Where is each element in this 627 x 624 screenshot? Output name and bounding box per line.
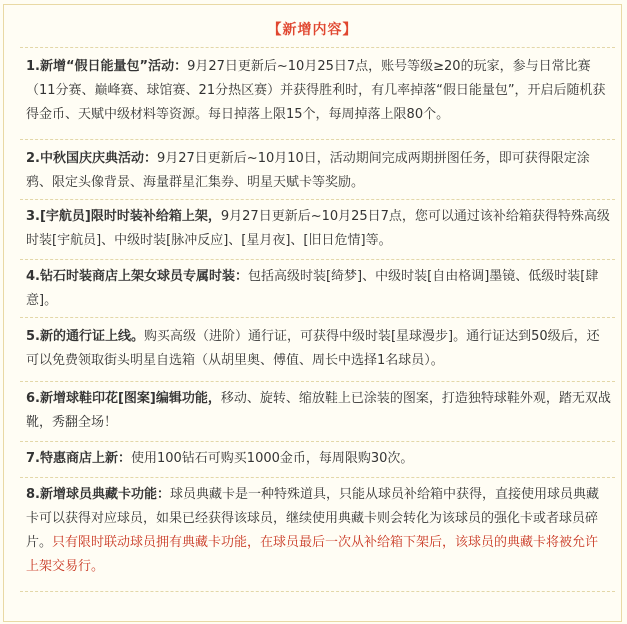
item-heading: 2.中秋国庆庆典活动： bbox=[26, 151, 157, 166]
item-heading: 1.新增“假日能量包”活动： bbox=[26, 59, 188, 74]
list-item-1 bbox=[26, 55, 611, 127]
divider bbox=[20, 199, 615, 200]
list-item-3 bbox=[26, 205, 611, 253]
list-item-5 bbox=[26, 325, 611, 373]
list-item-2 bbox=[26, 147, 611, 195]
item-body: 9月27日更新后~10月25日7点，账号等级≥20的玩家，参与日常比赛（11分赛、巅峰赛、球馆赛、21分热区赛）并获得胜利时，有几率掉落“假日能量包”，开启后随机获得金币、天赋中级材料等资源。每日掉落上限15个，每周掉落上限80个。 bbox=[26, 59, 606, 122]
announcement-panel bbox=[3, 4, 622, 622]
item-body: 购买高级（进阶）通行证，可获得中级时装[星球漫步]。通行证达到50级后，还可以免费领取街头明星自选箱（从胡里奥、傅值、周长中选择1名球员）。 bbox=[26, 329, 600, 368]
item-body: 使用100钻石可购买1000金币，每周限购30次。 bbox=[130, 451, 414, 466]
list-item-6 bbox=[26, 387, 611, 435]
item-body: 9月27日更新后~10月10日，活动期间完成两期拼图任务，即可获得限定涂鸦、限定头像背景、海量群星汇集券、明星天赋卡等奖励。 bbox=[26, 151, 590, 190]
item-body: 球员典藏卡是一种特殊道具，只能从球员补给箱中获得，直接使用球员典藏卡可以获得对应球员，如果已经获得该球员，继续使用典藏卡则会转化为该球员的强化卡或者球员碎片。 bbox=[26, 487, 599, 550]
divider bbox=[20, 47, 615, 48]
item-note: 只有限时联动球员拥有典藏卡功能，在球员最后一次从补给箱下架后，该球员的典藏卡将被允许上架交易行。 bbox=[26, 535, 599, 574]
list-item-8 bbox=[26, 483, 611, 579]
item-heading: 4.钻石时装商店上架女球员专属时装： bbox=[26, 269, 248, 284]
item-heading: 7.特惠商店上新： bbox=[26, 451, 131, 466]
divider bbox=[20, 591, 615, 592]
item-body: 移动、旋转、缩放鞋上已涂装的图案，打造独特球鞋外观，踏无双战靴，秀翻全场！ bbox=[26, 391, 611, 430]
section-title: 【新增内容】 bbox=[267, 22, 358, 38]
divider bbox=[20, 441, 615, 442]
item-heading: 6.新增球鞋印花[图案]编辑功能， bbox=[26, 391, 221, 406]
item-body: 9月27日更新后~10月25日7点，您可以通过该补给箱获得特殊高级时装[宇航员]、中级时装[脉冲反应]、[星月夜]、[旧日危情]等。 bbox=[26, 209, 610, 248]
divider bbox=[20, 477, 615, 478]
item-heading: 3.[宇航员]限时时装补给箱上架， bbox=[26, 209, 221, 224]
list-item-7 bbox=[26, 447, 611, 471]
item-body: 包括高级时装[绮梦]、中级时装[自由格调]墨镜、低级时装[肆意]。 bbox=[26, 269, 599, 308]
divider bbox=[20, 259, 615, 260]
item-heading: 8.新增球员典藏卡功能： bbox=[26, 487, 170, 502]
divider bbox=[20, 381, 615, 382]
divider bbox=[20, 139, 615, 140]
list-item-4 bbox=[26, 265, 611, 313]
divider bbox=[20, 317, 615, 318]
item-heading: 5.新的通行证上线。 bbox=[26, 329, 144, 344]
